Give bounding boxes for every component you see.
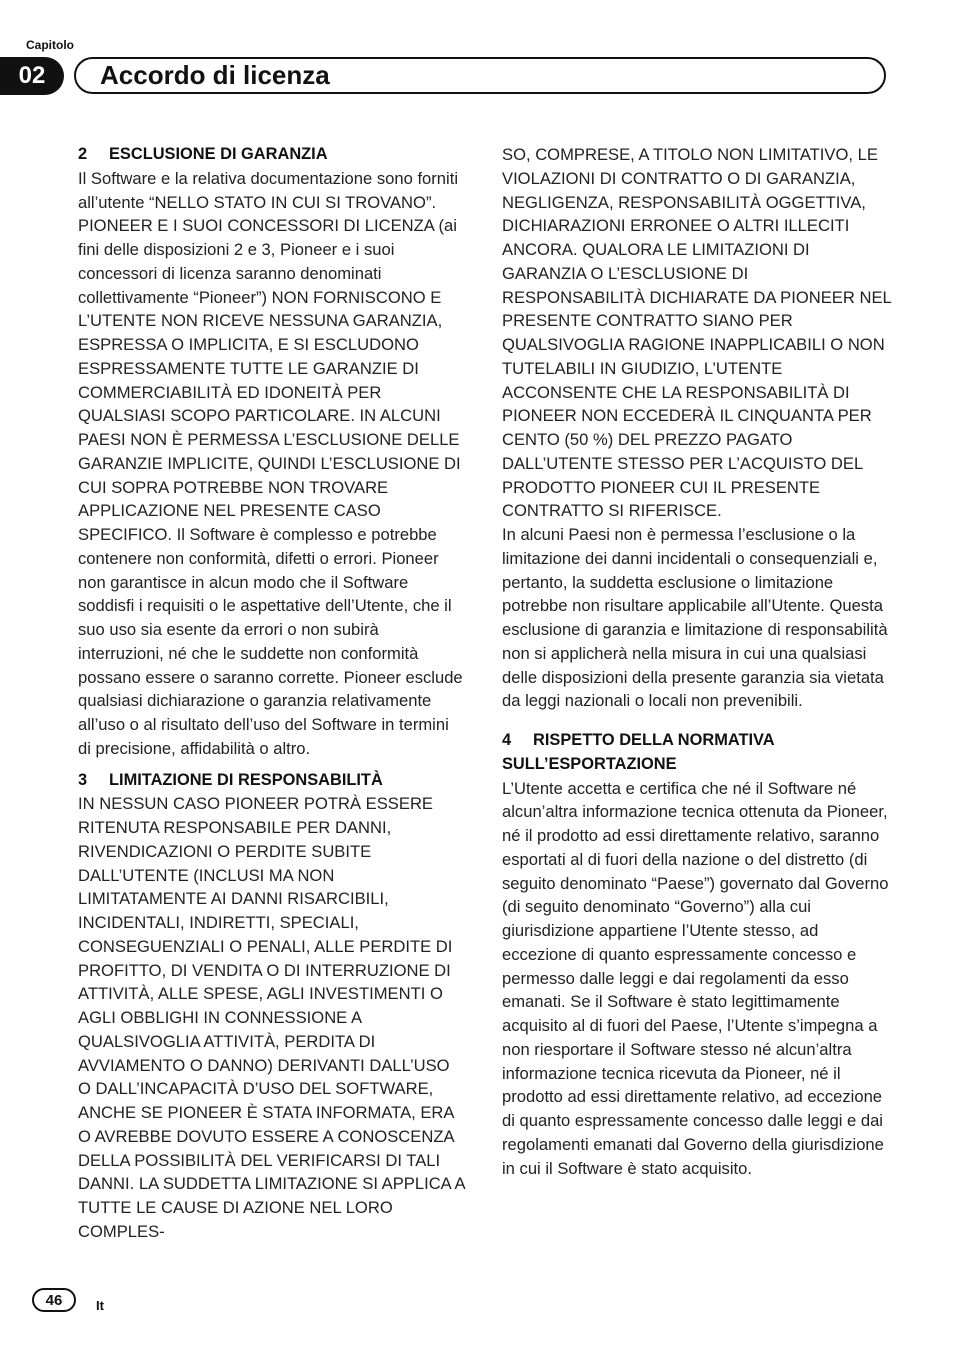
language-code: It bbox=[96, 1298, 104, 1313]
left-column bbox=[78, 143, 466, 1244]
section-4-number: 4 bbox=[502, 731, 512, 749]
section-4-heading bbox=[502, 729, 894, 777]
section-4-title: RISPETTO DELLA NORMATIVA SULL’ESPORTAZIONE bbox=[502, 731, 774, 773]
section-3-paragraph-2: In alcuni Paesi non è permessa l’esclusione o la limitazione dei danni incidentali o consequenziali e, pertanto, la suddetta esclusione o limitazione potrebbe non risultare applicabile all’Utente. Questa esclusione di garanzia e limitazione di responsabilità non si applicherà nella misura in cui una qualsiasi delle disposizioni della presente garanzia sia vietata da leggi nazionali o locali non prevenibili. bbox=[502, 525, 888, 711]
section-2-title: ESCLUSIONE DI GARANZIA bbox=[109, 145, 328, 163]
chapter-label: Capitolo bbox=[26, 38, 74, 52]
chapter-title-bar bbox=[74, 57, 886, 94]
section-4-body: L’Utente accetta e certifica che né il Software né alcun’altra informazione tecnica ottenuta da Pioneer, né il prodotto ad essi direttamente relativo, saranno esportati al di fuori della nazione o del distretto (di seguito denominato “Paese”) governato dal Governo (di seguito denominato “Governo”) alla cui giurisdizione appartiene l’Utente stesso, ad eccezione di quanto espressamente concesso e permesso dalle leggi e dai regolamenti da esso emanati. Se il Software è stato legittimamente acquisito al di fuori del Paese, l’Utente s’impegna a non riesportare il Software stesso né alcun’altra informazione tecnica ricevuta da Pioneer, né il prodotto ad essi direttamente relativo, ad eccezione di quanto espressamente concesso dalle leggi e dai regolamenti emanati dal Governo della giurisdizione in cui il Software è stato acquisito. bbox=[502, 778, 889, 1178]
section-3-heading bbox=[78, 769, 466, 793]
page-number: 46 bbox=[32, 1288, 76, 1312]
section-2-heading bbox=[78, 143, 466, 167]
chapter-number-badge: 02 bbox=[0, 57, 64, 95]
chapter-title: Accordo di licenza bbox=[100, 60, 330, 90]
section-3-body-continued: SO, COMPRESE, A TITOLO NON LIMITATIVO, LE VIOLAZIONI DI CONTRATTO O DI GARANZIA, NEGLIGENZA, RESPONSABILITÀ OGGETTIVA, DICHIARAZIONI ERRONEE O ALTRI ILLECITI ANCORA. QUALORA LE LIMITAZIONI DI GARANZIA O L’ESCLUSIONE DI RESPONSABILITÀ DICHIARATE DA PIONEER NEL PRESENTE CONTRATTO SIANO PER QUALSIVOGLIA RAGIONE INAPPLICABILI O NON TUTELABILI IN GIUDIZIO, L’UTENTE ACCONSENTE CHE LA RESPONSABILITÀ DI PIONEER NON ECCEDERÀ IL CINQUANTA PER CENTO (50 %) DEL PREZZO PAGATO DALL’UTENTE STESSO PER L’ACQUISTO DEL PRODOTTO PIONEER CUI IL PRESENTE CONTRATTO SI RIFERISCE. bbox=[502, 145, 892, 521]
section-3-body: IN NESSUN CASO PIONEER POTRÀ ESSERE RITENUTA RESPONSABILE PER DANNI, RIVENDICAZIONI O PERDITE SUBITE DALL’UTENTE (INCLUSI MA NON LIMITATAMENTE AI DANNI RISARCIBILI, INCIDENTALI, INDIRETTI, SPECIALI, CONSEGUENZIALI O PENALI, ALLE PERDITE DI PROFITTO, DI VENDITA O DI INTERRUZIONE DI ATTIVITÀ, ALLE SPESE, AGLI INVESTIMENTI O AGLI OBBLIGHI IN CONNESSIONE A QUALSIVOGLIA ATTIVITÀ, PERDITA DI AVVIAMENTO O DANNO) DERIVANTI DALL’USO O DALL’INCAPACITÀ D’USO DEL SOFTWARE, ANCHE SE PIONEER È STATA INFORMATA, ERA O AVREBBE DOVUTO ESSERE A CONOSCENZA DELLA POSSIBILITÀ DEL VERIFICARSI DI TALI DANNI. LA SUDDETTA LIMITAZIONE SI APPLICA A TUTTE LE CAUSE DI AZIONE NEL LORO COMPLES- bbox=[78, 794, 465, 1241]
section-2-number: 2 bbox=[78, 145, 88, 163]
section-3-title: LIMITAZIONE DI RESPONSABILITÀ bbox=[109, 770, 383, 789]
section-2-body: Il Software e la relativa documentazione sono forniti all’utente “NELLO STATO IN CUI SI TROVANO”. PIONEER E I SUOI CONCESSORI DI LICENZA (ai fini delle disposizioni 2 e 3, Pioneer e i suoi concessori di licenza saranno denominati collettivamente “Pioneer”) NON FORNISCONO E L’UTENTE NON RICEVE NESSUNA GARANZIA, ESPRESSA O IMPLICITA, E SI ESCLUDONO ESPRESSAMENTE TUTTE LE GARANZIE DI COMMERCIABILITÀ ED IDONEITÀ PER QUALSIASI SCOPO PARTICOLARE. IN ALCUNI PAESI NON È PERMESSA L’ESCLUSIONE DELLE GARANZIE IMPLICITE, QUINDI L’ESCLUSIONE DI CUI SOPRA POTREBBE NON TROVARE APPLICAZIONE NEL PRESENTE CASO SPECIFICO. Il Software è complesso e potrebbe contenere non conformità, difetti o errori. Pioneer non garantisce in alcun modo che il Software soddisfi i requisiti o le aspettative dell’Utente, che il suo uso sia esente da errori o non subirà interruzioni, né che le suddette non conformità possano essere o saranno corrette. Pioneer esclude qualsiasi dichiarazione o garanzia relativamente all’uso o al risultato dell’uso del Software in termini di precisione, affidabilità o altro. bbox=[78, 168, 463, 758]
right-column bbox=[502, 143, 894, 1180]
section-3-number: 3 bbox=[78, 770, 88, 789]
